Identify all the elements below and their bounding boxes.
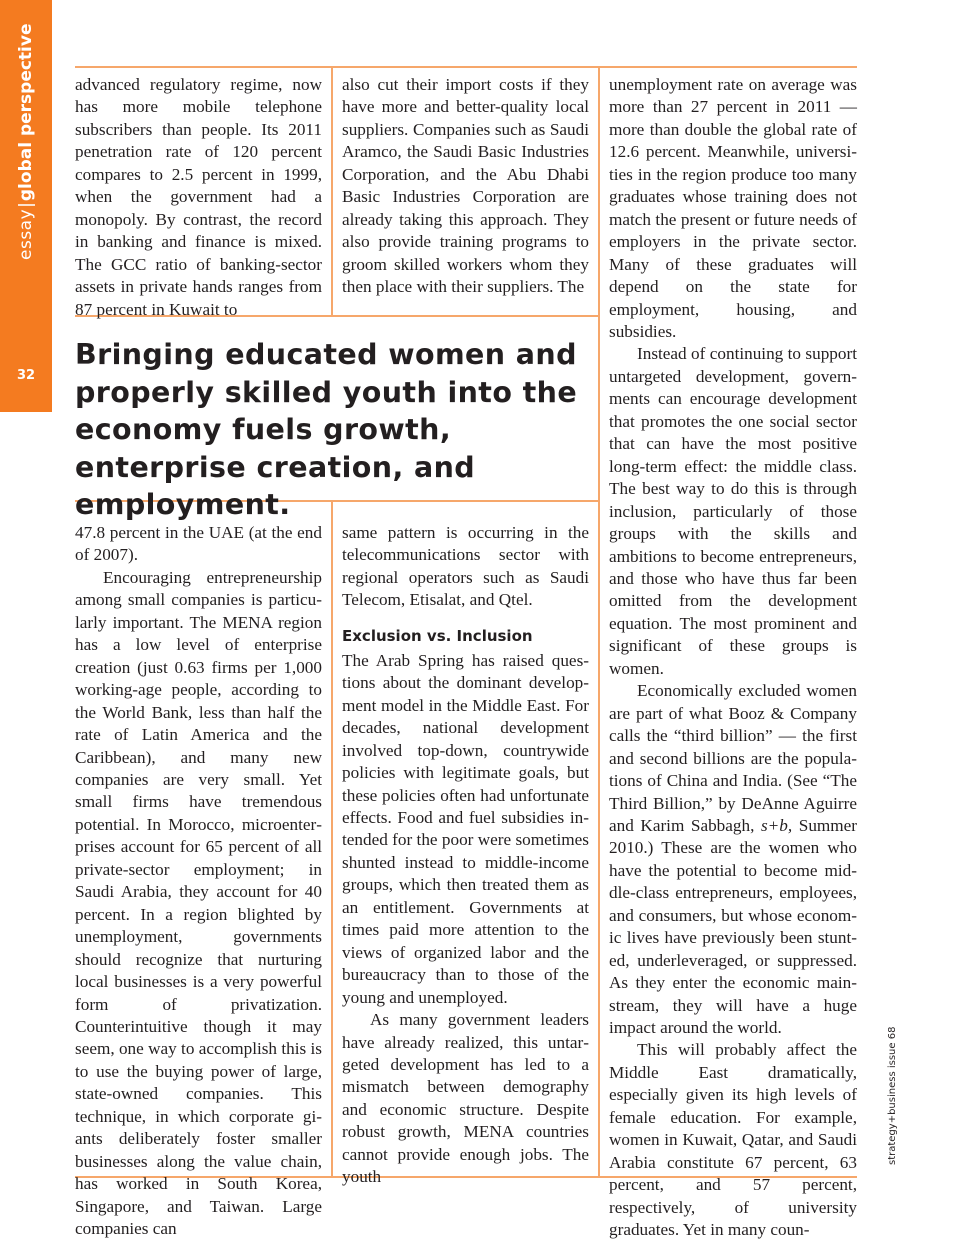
paragraph: same pattern is occurring in the telecommunications sector with regional operators such as Saudi Telecom, Etisalat, and Qtel. — [342, 523, 589, 610]
paragraph-text: Summer 2010.) These are the women who have the potential to become middle-class entrepreneurs, employees, and consumers, but whose economic lives have previously been stunted, underleveraged, or suppressed. As they enter the economic mainstream, they will have a huge impact around the world. — [609, 815, 858, 1038]
paragraph-text: Economically excluded women are part of what Booz & Company calls the “third billion” — the first and second billions are the populations of China and India. (See “The Third Billion,” by DeAnne Aguirre and Karim Sabbagh, — [609, 681, 857, 835]
column-2-bottom — [342, 522, 589, 1189]
section-tab — [0, 0, 52, 412]
paragraph: unemployment rate on average was more than 27 percent in 2011 — more than double the global rate of 12.6 percent. Meanwhile, universities in the region produce too many graduates whose training does not match the present or future needs of employers in the private sector. Many of these graduates will depend on the state for employment, housing, and subsidies. — [609, 75, 857, 341]
paragraph: As many government leaders have already realized, this untargeted development has led to a mismatch between demography and economic structure. Despite robust growth, MENA countries cannot provide enough jobs. The youth — [342, 1010, 589, 1187]
column-1-top — [75, 74, 322, 321]
column-2-top — [342, 74, 589, 299]
column-rule-1-bottom — [331, 500, 333, 1178]
section-separator: | — [16, 202, 36, 208]
paragraph: Encouraging entrepreneurship among small companies is particularly important. The MENA region has a low level of enterprise creation (just 0.63 firms per 1,000 working-age people, according to the World Bank, less than half the rate of Latin America and the Caribbean), and many new companies are very small. Yet small firms have tremendous potential. In Morocco, microenterprises account for 65 percent of all private-sector employment; in Saudi Arabia, they account for 40 percent. In a region blighted by unemployment, governments should recognize that nurturing local businesses is a very powerful form of privatization. Counterintuitive though it may seem, one way to accomplish this is to use the buying power of large, state-owned companies. This technique, in which corporate giants deliberately foster smaller businesses along the value chain, has worked in South Korea, Singapore, and Taiwan. Large companies can — [75, 567, 322, 1239]
pull-quote: Bringing educated women and properly skilled youth into the economy fuels growth, enterprise creation, and employment. — [75, 338, 578, 521]
section-subtitle: global perspective — [16, 23, 36, 202]
paragraph: also cut their import costs if they have more and better-quality local suppliers. Companies such as Saudi Aramco, the Saudi Basic Industries Corporation, and the Abu Dhabi Basic Industries Corporation are already taking this approach. They also provide training programs to groom skilled workers whom they then place with their suppliers. The — [342, 75, 589, 297]
column-1-bottom — [75, 522, 322, 1241]
footer-issue: strategy+business issue 68 — [887, 1026, 898, 1165]
subheading: Exclusion vs. Inclusion — [342, 626, 533, 645]
page-number: 32 — [16, 368, 36, 383]
section-name: essay — [16, 208, 36, 260]
paragraph: This will probably affect the Middle East dramatically, especially given its high levels of female education. For example, women in Kuwait, Qatar, and Saudi Arabia constitute 67 percent, 63 percent, and 57 percent, respectively, of university graduates. Yet in many coun- — [609, 1040, 857, 1240]
column-rule-2 — [598, 66, 600, 1178]
publication-name: s+b, — [760, 815, 793, 835]
paragraph: Instead of continuing to support untargeted development, governments can encourage development that promotes the one social sector that can have the most positive long-term effect: the middle class. The best way to do this is through inclusion, particularly of those groups with the skills and ambitions to become entrepreneurs, and those who have thus far been omitted from the development equation. The most prominent and significant of these groups is women. — [609, 344, 857, 678]
column-rule-1-top — [331, 66, 333, 316]
top-rule — [75, 66, 857, 68]
section-label — [14, 24, 38, 261]
paragraph: 47.8 percent in the UAE (at the end of 2007). — [75, 523, 322, 565]
paragraph: advanced regulatory regime, now has more mobile telephone subscribers than people. Its 2011 penetration rate of 120 percent compares to 2.5 percent in 1999, when the government had a monopoly. By contrast, the record in banking and finance is mixed. The GCC ratio of banking-sector assets in private hands ranges from 87 percent in Kuwait to — [75, 75, 322, 319]
paragraph — [609, 680, 857, 1039]
column-3 — [609, 74, 857, 1242]
paragraph: The Arab Spring has raised questions about the dominant development model in the Middle East. For decades, national development involved top-down, countrywide policies with legitimate goals, but these policies often had unfortunate effects. Food and fuel subsidies intended for the poor were sometimes shunted instead to middle-income groups, which then treated them as an entitlement. Governments at times paid more attention to the views of organized labor and the bureaucracy than to those of the young and unemployed. — [342, 650, 589, 1007]
